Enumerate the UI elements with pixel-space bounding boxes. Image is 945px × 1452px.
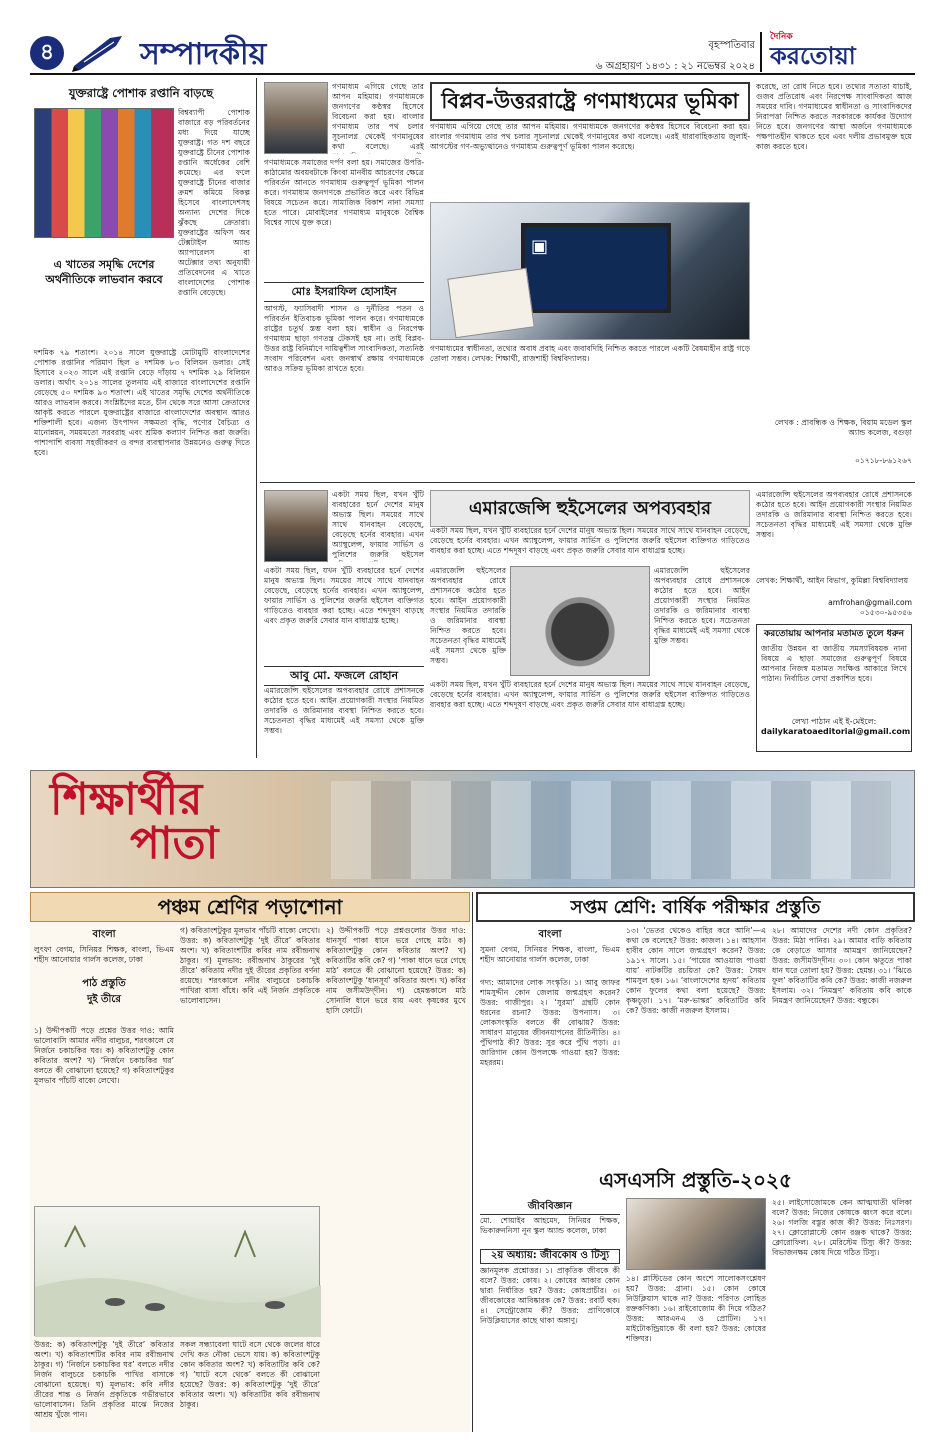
author-photo — [264, 82, 328, 154]
article-title: যুক্তরাষ্ট্রে পোশাক রপ্তানি বাড়ছে — [68, 86, 214, 100]
subject-name: জীববিজ্ঞান — [480, 1201, 620, 1215]
article-body: একটা সময় ছিল, যখন খুঁটি ব্যবহারের হর্নে দেশের মানুষ অভ্যস্ত ছিল। সময়ের সাথে সাথে যানবাহন বেড়েছে, বেড়েছে হর্নের ব্যবহার। এখন অ্যাম্বুলেন্স, ফায়ার সার্ভিস ও পুলিশের জরুরি হুইসেল — [332, 490, 424, 560]
subject-name: বাংলা — [538, 929, 562, 940]
ssc-section — [476, 1166, 915, 1432]
class7-heading: সপ্তম শ্রেণি: বার্ষিক পরীক্ষার প্রস্তুতি — [476, 892, 915, 922]
article-media-role — [260, 78, 915, 478]
article-title: এমারজেন্সি হুইসেলের অপব্যবহার — [430, 490, 750, 527]
banner-title-line1: শিক্ষার্থীর — [50, 774, 203, 825]
article-pullquote: এ খাতের সমৃদ্ধি দেশের অর্থনীতিকে লাভবান করবে — [45, 258, 163, 286]
article-body-lower: এমারজেন্সি হুইসেলের অপব্যবহার রোধে প্রশাসনকে কঠোর হতে হবে। আইন প্রয়োগকারী সংস্থার নিয়মিত তদারকি ও জরিমানার ব্যবস্থা নিশ্চিত করতে হবে। সচেতনতা বৃদ্ধির মাধ্যমেই এই সমস্যা থেকে মুক্তি সম্ভব। — [264, 686, 424, 736]
teacher-credit: সুমনা বেগম, সিনিয়র শিক্ষক, বাংলা, ভিএম শহীদ আনোয়ার গার্লস কলেজ, ঢাকা — [480, 944, 620, 964]
article-body-far-right: এমারজেন্সি হুইসেলের অপব্যবহার রোধে প্রশাসনকে কঠোর হতে হবে। আইন প্রয়োগকারী সংস্থার নিয়মিত তদারকি ও জরিমানার ব্যবস্থা নিশ্চিত করতে হবে। সচেতনতা বৃদ্ধির মাধ্যমেই এই সমস্যা থেকে মুক্তি সম্ভব। — [756, 490, 912, 540]
class7-intro — [480, 926, 620, 977]
brand-prefix: দৈনিক — [770, 32, 793, 42]
class5-col3: ২) উদ্দীপকটি পড়ে প্রশ্নগুলোর উত্তর দাও: ধানসূর্য পাকা ধানে ভরে গেছে মাঠ। ক) কবিতাংশটুকু কোন কবিতার অংশ? খ) কবিতাটির কবি কে? গ) ‘পাকা ধানে ভরে গেছে মাঠ’ বলতে কী বোঝানো হয়েছে? উত্তর: ক) কবিতাংশটুকু ‘ধানসূর্য’ কবিতার অংশ। খ) কবির নাম জসীমউদ্‌দীন। গ) হেমন্তকালে মাঠ সোনালি ধানে ভরে যায় এবং কৃষকের মুখে হাসি ফোটে। — [326, 926, 466, 1016]
article-emergency-whistle — [260, 486, 915, 758]
lesson-title: পাঠ প্রস্তুতি — [82, 977, 126, 989]
masthead — [0, 0, 945, 72]
article-body-side: এমারজেন্সি হুইসেলের অপব্যবহার রোধে প্রশাসনকে কঠোর হতে হবে। আইন প্রয়োগকারী সংস্থার নিয়মিত তদারকি ও জরিমানার ব্যবস্থা নিশ্চিত করতে হবে। সচেতনতা বৃদ্ধির মাধ্যমেই এই সমস্যা থেকে মুক্তি সম্ভব। — [430, 566, 506, 666]
opinion-call-box — [756, 624, 912, 752]
ssc-col3: ২৫। লাইসোজোমকে কেন আত্মঘাতী থলিকা বলে? উত্তর: নিজের কোষকে ধ্বংস করে বলে। ২৬। গলজি বস্তুর কাজ কী? উত্তর: নিঃসরণ। ২৭। ক্লোরোপ্লাস্টে কোন রঞ্জক থাকে? উত্তর: ক্লোরোফিল। ২৮। মেরিস্টেম টিস্যু কী? উত্তর: বিভাজনক্ষম কোষ দিয়ে গঠিত টিস্যু। — [772, 1198, 912, 1258]
article-body-lower: আগস্ট, ফ্যাসিবাদী শাসন ও দুর্নীতির পতন ও পরিবর্তন ইতিবাচক ভূমিকা পালন করে। গণমাধ্যমকে রাষ্ট্রের চতুর্থ স্তম্ভ বলা হয়। স্বাধীন ও নিরপেক্ষ গণমাধ্যম ছাড়া গণতন্ত্র টেকসই হয় না। তাই বিপ্লব-উত্তর রাষ্ট্র বিনির্মাণে দায়িত্বশীল সাংবাদিকতা, সত্যনিষ্ঠ সংবাদ পরিবেশন এবং জনস্বার্থ রক্ষায় গণমাধ্যমকে আরও সক্রিয় ভূমিকা রাখতে হবে। — [264, 304, 424, 374]
article-title: বিপ্লব-উত্তররাষ্ট্রে গণমাধ্যমের ভূমিকা — [430, 82, 750, 121]
author-phone: ০১৫৩০-৯৫৩৫৬ — [859, 608, 912, 617]
article-body-bottom: দশমিক ৭৯ শতাংশ। ২০১৪ সালে যুক্তরাষ্ট্রে মোটামুটি বাংলাদেশের পোশাক রপ্তানির পরিমাণ ছিল ৪ দশমিক ৮৩ বিলিয়ন ডলার। সেই হিসাবে ২০২৩ সালে এই রপ্তানি বেড়ে দাঁড়ায় ৭ দশমিক ২৯ বিলিয়ন ডলার। অর্থাৎ ২০১৪ সালের তুলনায় এই বাজারে বাংলাদেশের রপ্তানি বেড়েছে ৫০ দশমিক ৯৩ শতাংশ। এই খাতের সমৃদ্ধি দেশের অর্থনীতিকে আরও লাভবান করবে। সংশ্লিষ্টদের মতে, চীন থেকে সরে আসা ক্রেতাদের আকৃষ্ট করতে পারলে যুক্তরাষ্ট্রের বাজারে বাংলাদেশের অবস্থান আরও শক্তিশালী হবে। এজন্য উৎপাদন সক্ষমতা বৃদ্ধি, পণ্যের বৈচিত্র্য ও মানোন্নয়ন, সময়মতো সরবরাহ এবং শ্রমিক কল্যাণ নিশ্চিত করা জরুরি। পাশাপাশি ব্যবসা সহজীকরণ ও বন্দর ব্যবস্থাপনার উন্নয়নেও গুরুত্ব দিতে হবে। — [34, 348, 250, 458]
poem-title: দুই তীরে — [87, 993, 121, 1005]
ssc-col2: ১৪। প্লাস্টিডের কোন অংশে সালোকসংশ্লেষণ হয়? উত্তর: গ্রানা। ১৫। কোন কোষে নিউক্লিয়াস থাকে না? উত্তর: পরিণত লোহিত রক্তকণিকা। ১৬। রাইবোজোম কী দিয়ে গঠিত? উত্তর: আরএনএ ও প্রোটিন। ১৭। মাইটোকন্ড্রিয়াকে কী বলা হয়? উত্তর: কোষের শক্তিঘর। — [626, 1274, 766, 1344]
class5-intro — [34, 926, 174, 1009]
article-body-intro: একটা সময় ছিল, যখন খুঁটি ব্যবহারের হর্নে দেশের মানুষ অভ্যস্ত ছিল। সময়ের সাথে সাথে যানবাহন বেড়েছে, বেড়েছে হর্নের ব্যবহার। এখন অ্যাম্বুলেন্স, ফায়ার সার্ভিস ও পুলিশের জরুরি হুইসেল ব্যক্তিগত গাড়িতেও ব্যবহার করা হচ্ছে। এতে শব্দদূষণ বাড়ছে এবং প্রকৃত জরুরি সেবার যান বাধাগ্রস্ত হচ্ছে। — [430, 526, 750, 556]
article-garment-export — [30, 78, 252, 758]
teacher-credit: মো. শোয়াইব আহমেদ, সিনিয়র শিক্ষক, ভিকারুননিসা নূন স্কুল অ্যান্ড কলেজ, ঢাকা — [480, 1216, 620, 1236]
news-screen-icon: ▣ — [531, 236, 549, 257]
article-body-intro: গণমাধ্যম এগিয়ে গেছে তার আপন মহিমায়। গণমাধ্যমকে জনগণের কণ্ঠস্বর হিসেবে বিবেচনা করা হয়। বাংলার গণমাধ্যম তার পথ চলার সূচনালগ্ন থেকেই গণমানুষের কথা বলেছে। এরই ধারাবাহিকতায় জুলাই-আগস্টের গণ-অভ্যুত্থানেও গণমাধ্যম গুরুত্বপূর্ণ ভূমিকা পালন করেছে। — [430, 122, 750, 152]
article-body-top: বিশ্বব্যাপী পোশাক বাজারে বড় পরিবর্তনের মধ্য দিয়ে যাচ্ছে যুক্তরাষ্ট্র। গত দশ বছরে যুক্তরাষ্ট্রে চীনের পোশাক রপ্তানি অর্ধেকের বেশি কমেছে। এর ফলে যুক্তরাষ্ট্রে চীনের বাজার ক্রমশ কমিয়ে বিকল্প হিসেবে বাংলাদেশসহ অন্যান্য দেশের দিকে ঝুঁকছে ক্রেতারা। যুক্তরাষ্ট্রের অফিস অব টেক্সটাইল অ্যান্ড অ্যাপারেলস বা অটেক্সার তথ্য অনুযায়ী প্রতিবেদনের এ খাতে বাংলাদেশের পোশাক রপ্তানি বেড়েছে। — [178, 108, 250, 298]
opinion-box-title: করতোয়ায় আপনার মতামত তুলে ধরুন — [763, 629, 905, 639]
banner-title-line2: পাতা — [130, 818, 219, 869]
ssc-heading: এসএসসি প্রস্তুতি-২০২৫ — [476, 1166, 915, 1196]
article-body-bottom: একটা সময় ছিল, যখন খুঁটি ব্যবহারের হর্নে দেশের মানুষ অভ্যস্ত ছিল। সময়ের সাথে সাথে যানবাহন বেড়েছে, বেড়েছে হর্নের ব্যবহার। এখন অ্যাম্বুলেন্স, ফায়ার সার্ভিস ও পুলিশের জরুরি হুইসেল ব্যক্তিগত গাড়িতেও ব্যবহার করা হচ্ছে। এতে শব্দদূষণ বাড়ছে এবং প্রকৃত জরুরি সেবার যান বাধাগ্রস্ত হচ্ছে। — [430, 680, 750, 710]
article-signoff: লেখক : প্রাবন্ধিক ও শিক্ষক, বিয়াম মডেল স্কুল অ্যান্ড কলেজ, বগুড়া — [774, 418, 912, 438]
subject-name: বাংলা — [92, 929, 116, 940]
river-sketch-icon — [35, 1207, 321, 1337]
dateline — [545, 40, 755, 82]
class7-col1: গদ্য: আমাদের লোক সংস্কৃতি। ১। আবু জাফর শামসুদ্দীন কোন জেলায় জন্মগ্রহণ করেন? উত্তর: গাজীপুর। ২। ‘সুরমা’ গ্রন্থটি কোন ধরনের রচনা? উত্তর: উপন্যাস। ৩। লোকসংস্কৃতি বলতে কী বোঝায়? উত্তর: সাধারণ মানুষের জীবনযাপনের রীতিনীতি। ৪। পুঁথিপাঠ কী? উত্তর: সুর করে পুঁথি পড়া। ৫। জারিগান কোন উপলক্ষে গাওয়া হয়? উত্তর: মহররম। — [480, 978, 620, 1068]
author-byline: আবু মো. ফজলে রোহান — [264, 666, 424, 686]
article-body-left: গণমাধ্যমকে সমাজের দর্পণ বলা হয়। সমাজের উপরি-কাঠামোর অবয়বটাকে কিংবা মানবীয় আচরণের ক্ষেত্রে পরিবর্তন আনতে গণমাধ্যম গুরুত্বপূর্ণ ভূমিকা পালন করে। গণমাধ্যম জনগণকে প্রভাবিত করে এবং বিভিন্ন বিষয়ে সচেতন করে। সামাজিক বিকাশ নানা সমস্যা হতে পারে। মোবাইলের গণমাধ্যম মানুষকে বৈশ্বিক বিশ্বের সাথে যুক্ত করে। — [264, 158, 424, 228]
page-number: ৪ — [30, 36, 64, 70]
opinion-email-label: লেখা পাঠান এই ই-মেইলে: — [791, 716, 877, 726]
class5-answers2: সকল সন্ধ্যাবেলা ঘাটে বসে থেকে জলের ধারে দেখি কত নৌকা ভেসে যায়। ক) কবিতাংশটুকু কোন কবিতার অংশ? খ) কবিতাটির কবি কে? গ) ‘ঘাটে বসে থেকে’ বলতে কী বোঝানো হয়েছে? উত্তর: ক) কবিতাংশটুকু ‘দুই তীরে’ কবিতার অংশ। খ) কবিতাটির কবি রবীন্দ্রনাথ ঠাকুর। — [180, 1340, 320, 1410]
banner-title — [50, 774, 219, 869]
article-body-side2: এমারজেন্সি হুইসেলের অপব্যবহার রোধে প্রশাসনকে কঠোর হতে হবে। আইন প্রয়োগকারী সংস্থার নিয়মিত তদারকি ও জরিমানার ব্যবস্থা নিশ্চিত করতে হবে। সচেতনতা বৃদ্ধির মাধ্যমেই এই সমস্যা থেকে মুক্তি সম্ভব। — [654, 566, 750, 646]
steering-wheel-photo — [510, 566, 650, 676]
river-birds-illustration — [34, 1206, 320, 1336]
article-body-right-lower: গণমাধ্যমের স্বাধীনতা, তথ্যের অবাধ প্রবাহ এবং জবাবদিহি নিশ্চিত করতে পারলে একটি বৈষম্যহীন রাষ্ট্র গড়ে তোলা সম্ভব। লেখক: শিক্ষার্থী, রাজশাহী বিশ্ববিদ্যালয়। — [430, 344, 750, 364]
weekday: বৃহস্পতিবার — [708, 40, 755, 51]
class7-col3: ২৮। আমাদের দেশের নদী কোন প্রকৃতির? উত্তর: মিঠা পানির। ২৯। আমার বাড়ি কবিতায় কে বেড়াতে আসার আমন্ত্রণ জানিয়েছেন? উত্তর: জসীমউদ্‌দীন। ৩০। কোন ঋতুতে পাকা ধান ঘরে তোলা হয়? উত্তর: হেমন্ত। ৩১। ‘ঝিঙে ফুল’ কবিতাটির কবি কে? উত্তর: কাজী নজরুল ইসলাম। ৩২। ‘নিমন্ত্রণ’ কবিতায় কবি কাকে নিমন্ত্রণ জানিয়েছেন? উত্তর: বন্ধুকে। — [772, 926, 912, 1006]
class5-col1: ১) উদ্দীপকটি পড়ে প্রশ্নের উত্তর দাও: আমি ভালোবাসি আমার নদীর বালুচর, শরৎকালে যে নির্জনে চকাচকির ঘর। ক) কবিতাংশটুকু কোন কবিতার অংশ? খ) ‘নির্জনে চকাচকির ঘর’ বলতে কী বোঝানো হয়েছে? গ) কবিতাংশটুকুর মূলভাব পাঁচটি বাক্যে লেখো। — [34, 1026, 174, 1086]
author-phone: ০১৭১৮-৮৬১২৬৭ — [854, 456, 912, 465]
newspaper-brand — [760, 32, 920, 72]
class5-answers: উত্তর: ক) কবিতাংশটুকু ‘দুই তীরে’ কবিতার অংশ। খ) কবিতাংশটির কবির নাম রবীন্দ্রনাথ ঠাকুর। গ) ‘নির্জনে চকাচকির ঘর’ বলতে নদীর নির্জন বালুচরে চকাচকি পাখির বাসাকে বোঝানো হয়েছে। ঘ) মূলভাব: কবি নদীর তীরের শান্ত ও নির্জন প্রকৃতিকে গভীরভাবে ভালোবাসেন। তিনি প্রকৃতির মাঝে নিজের আশ্রয় খুঁজে পান। — [34, 1340, 174, 1420]
opinion-email-link[interactable]: dailykaratoaeditorial@gmail.com — [761, 726, 911, 736]
author-photo — [264, 490, 328, 562]
author-byline: মোঃ ইসরাফিল হোসাইন — [264, 282, 424, 302]
opinion-box-body: জাতীয় উন্নয়ন বা জাতীয় সমস্যাবিষয়ক নানা বিষয়ে এ ছাড়া সমাজের গুরুত্বপূর্ণ বিষয়ে আপনার নিজস্ব মতামত সংক্ষিপ্ত আকারে লিখে পাঠান। নির্বাচিত লেখা প্রকাশিত হবে। — [761, 643, 907, 683]
teacher-credit: লুৎফা বেগম, সিনিয়র শিক্ষক, বাংলা, ভিএম শহীদ আনোয়ার গার্লস কলেজ, ঢাকা — [34, 944, 174, 964]
garment-photo — [34, 108, 174, 238]
article-body-far-right: করেছে, তা রোধ নিতে হবে। তথ্যের সত্যতা যাচাই, গুজব প্রতিরোধ এবং নিরপেক্ষ সাংবাদিকতা আজ সময়ের দাবি। গণমাধ্যমের স্বাধীনতা ও সাংবাদিকদের নিরাপত্তা নিশ্চিত করতে সরকারকে কার্যকর উদ্যোগ নিতে হবে। জনগণের আস্থা অর্জনে গণমাধ্যমকে পক্ষপাতহীন থাকতে হবে এবং দলীয় প্রভাবমুক্ত হয়ে কাজ করতে হবে। — [756, 82, 912, 152]
article-body-right: গণমাধ্যম এগিয়ে গেছে তার আপন মহিমায়। গণমাধ্যমকে জনগণের কণ্ঠস্বর হিসেবে বিবেচনা করা হয়। বাংলার গণমাধ্যম তার পথ চলার সূচনালগ্ন থেকেই গণমানুষের কথা বলেছে। এরই — [332, 82, 424, 152]
author-note: লেখক: শিক্ষার্থী, আইন বিভাগ, কুমিল্লা বিশ্ববিদ্যালয় — [756, 576, 909, 585]
ssc-col1: জ্ঞানমূলক প্রশ্নোত্তর। ১। প্রাকৃতিক জীবকে কী বলে? উত্তর: কোষ। ২। কোষের আকার কোন দ্বারা নির্ধারিত হয়? উত্তর: কোষপ্রাচীর। ৩। জীবকোষের আবিষ্কারক কে? উত্তর: রবার্ট হুক। ৪। সেন্ট্রোজোম কী? উত্তর: প্রাণিকোষে নিউক্লিয়াসের কাছে থাকা অঙ্গাণু। — [480, 1266, 620, 1326]
class5-col2: গ) কবিতাংশটুকুর মূলভাব পাঁচটি বাক্যে লেখো। উত্তর: ক) কবিতাংশটুকু ‘দুই তীরে’ কবিতার অংশ। খ) কবিতাংশটির কবির নাম রবীন্দ্রনাথ ঠাকুর। গ) মূলভাব: রবীন্দ্রনাথ ঠাকুরের ‘দুই তীরে’ কবিতায় নদীর দুই তীরের প্রকৃতির বর্ণনা রয়েছে। শরৎকালে নদীর বালুচরে চকাচকি পাখিরা বাসা বাঁধে। কবি এই নির্জন প্রকৃতিকে ভালোবাসেন। — [180, 926, 320, 1006]
class7-section — [476, 892, 915, 1162]
chapter-title: ২য় অধ্যায়: জীবকোষ ও টিস্যু — [480, 1249, 620, 1264]
date: ৬ অগ্রহায়ণ ১৪৩১ : ২১ নভেম্বর ২০২৪ — [596, 60, 755, 72]
students-photo — [626, 1198, 766, 1270]
author-email: amfrohan@gmail.com — [828, 598, 912, 607]
class7-col2: ১৩। ‘ভেতর থেকেও বাহির করে আনি’—এ কথা কে বলেছে? উত্তর: কাজল। ১৪। আহসান হাবীব কোন সালে জন্মগ্রহণ করেন? উত্তর: ১৯১৭ সালে। ১৫। ‘পায়ের আওয়াজ পাওয়া যায়’ নাটকটির রচয়িতা কে? উত্তর: সৈয়দ শামসুল হক। ১৬। ‘বাংলাদেশের হৃদয়’ কবিতায় কোন ফুলের কথা বলা হয়েছে? উত্তর: কৃষ্ণচূড়া। ১৭। ‘মরু-ভাস্কর’ কবিতাটির কবি কে? উত্তর: কাজী নজরুল ইসলাম। — [626, 926, 766, 1016]
class5-heading: পঞ্চম শ্রেণির পড়াশোনা — [30, 892, 470, 922]
brand-logo: করতোয়া — [770, 41, 856, 70]
article-body-cont: একটা সময় ছিল, যখন খুঁটি ব্যবহারের হর্নে দেশের মানুষ অভ্যস্ত ছিল। সময়ের সাথে সাথে যানবাহন বেড়েছে, বেড়েছে হর্নের ব্যবহার। এখন অ্যাম্বুলেন্স, ফায়ার সার্ভিস ও পুলিশের জরুরি হুইসেল ব্যক্তিগত গাড়িতেও ব্যবহার করা হচ্ছে। এতে শব্দদূষণ বাড়ছে এবং প্রকৃত জরুরি সেবার যান বাধাগ্রস্ত হচ্ছে। — [264, 566, 424, 626]
news-devices-photo — [430, 202, 750, 340]
pen-nib-icon — [70, 32, 136, 72]
class5-section — [30, 892, 470, 1432]
section-title: সম্পাদকীয় — [140, 37, 267, 72]
